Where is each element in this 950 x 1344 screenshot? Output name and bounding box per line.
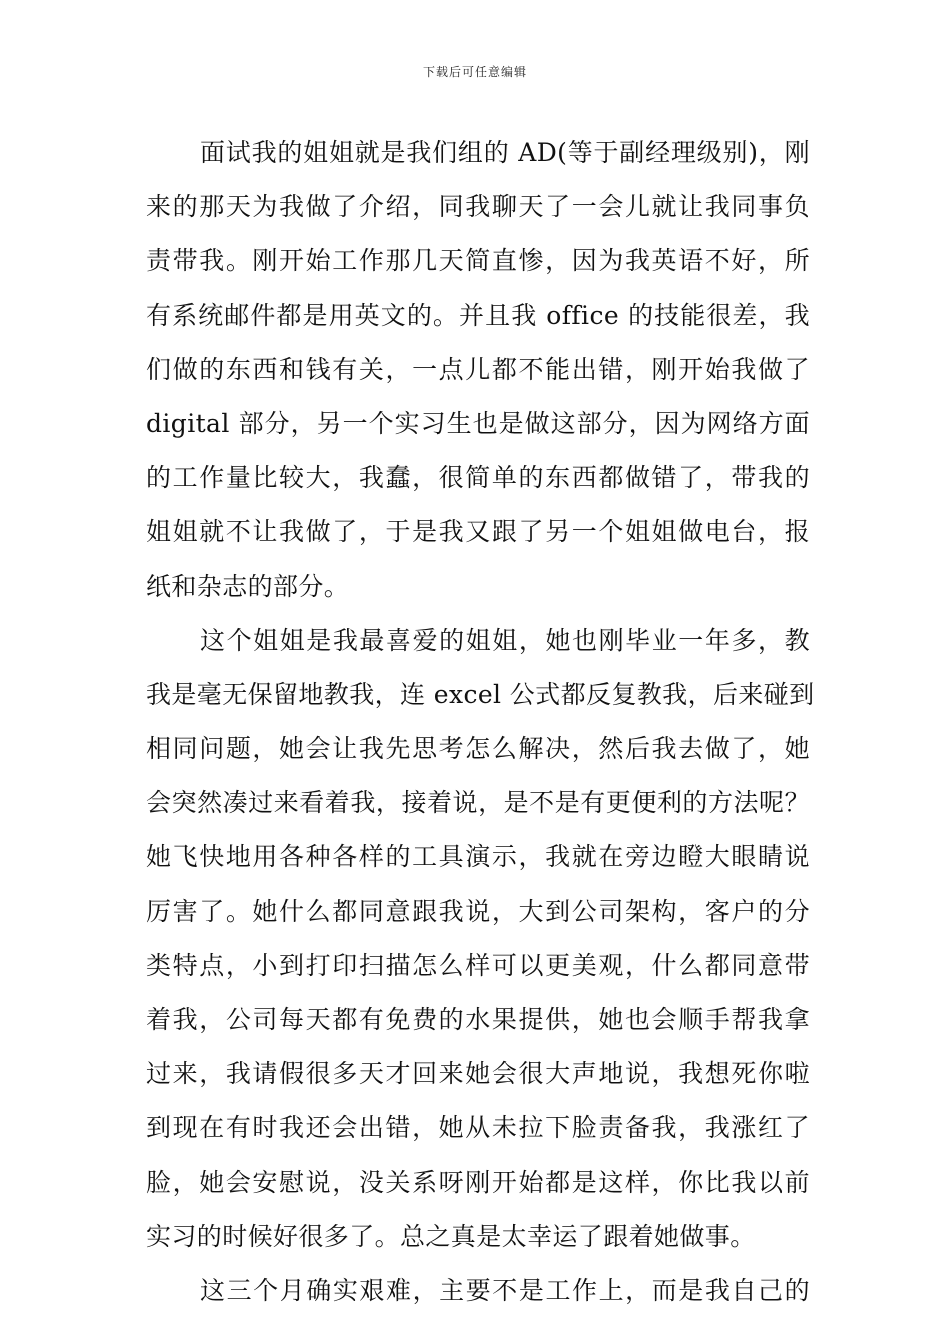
paragraph-2-line-12: 实习的时候好很多了。总之真是太幸运了跟着她做事。: [146, 1221, 756, 1251]
paragraph-2-line-2: 我是毫无保留地教我，连 excel 公式都反复教我，后来碰到: [146, 679, 815, 709]
paragraph-2-line-6: 厉害了。她什么都同意跟我说，大到公司架构，客户的分: [146, 896, 810, 926]
paragraph-1-line-3: 责带我。刚开始工作那几天简直惨，因为我英语不好，所: [146, 246, 810, 276]
paragraph-1-line-9: 纸和杂志的部分。: [146, 571, 350, 601]
paragraph-1-line-1: 面试我的姐姐就是我们组的 AD(等于副经理级别)，刚: [200, 138, 810, 167]
paragraph-2-line-5: 她飞快地用各种各样的工具演示，我就在旁边瞪大眼睛说: [146, 842, 810, 872]
paragraph-1-line-5: 们做的东西和钱有关，一点儿都不能出错，刚开始我做了: [146, 354, 810, 384]
paragraph-1-line-8: 姐姐就不让我做了，于是我又跟了另一个姐姐做电台，报: [146, 517, 810, 547]
page-header: 下载后可任意编辑: [422, 65, 527, 79]
paragraph-2-line-4: 会突然凑过来看着我，接着说，是不是有更便利的方法呢？: [146, 788, 810, 818]
paragraph-2-line-1: 这个姐姐是我最喜爱的姐姐，她也刚毕业一年多，教: [200, 625, 810, 655]
document-body: [146, 126, 815, 1318]
paragraph-2-line-11: 脸，她会安慰说，没关系呀刚开始都是这样，你比我以前: [146, 1167, 810, 1197]
paragraph-2-line-9: 过来，我请假很多天才回来她会很大声地说，我想死你啦: [146, 1059, 810, 1089]
paragraph-1-line-4: 有系统邮件都是用英文的。并且我 office 的技能很差，我: [146, 300, 810, 330]
paragraph-2-line-3: 相同问题，她会让我先思考怎么解决，然后我去做了，她: [146, 734, 810, 764]
paragraph-2-line-8: 着我，公司每天都有免费的水果提供，她也会顺手帮我拿: [146, 1005, 810, 1034]
paragraph-2-line-10: 到现在有时我还会出错，她从未拉下脸责备我，我涨红了: [146, 1113, 810, 1143]
paragraph-1-line-7: 的工作量比较大，我蠢，很简单的东西都做错了，带我的: [146, 463, 810, 493]
paragraph-3-line-1: 这三个月确实艰难，主要不是工作上，而是我自己的: [200, 1275, 810, 1305]
paragraph-1-line-2: 来的那天为我做了介绍，同我聊天了一会儿就让我同事负: [146, 192, 810, 222]
paragraph-2-line-7: 类特点，小到打印扫描怎么样可以更美观，什么都同意带: [146, 950, 810, 980]
paragraph-1-line-6: digital 部分，另一个实习生也是做这部分，因为网络方面: [146, 408, 810, 438]
